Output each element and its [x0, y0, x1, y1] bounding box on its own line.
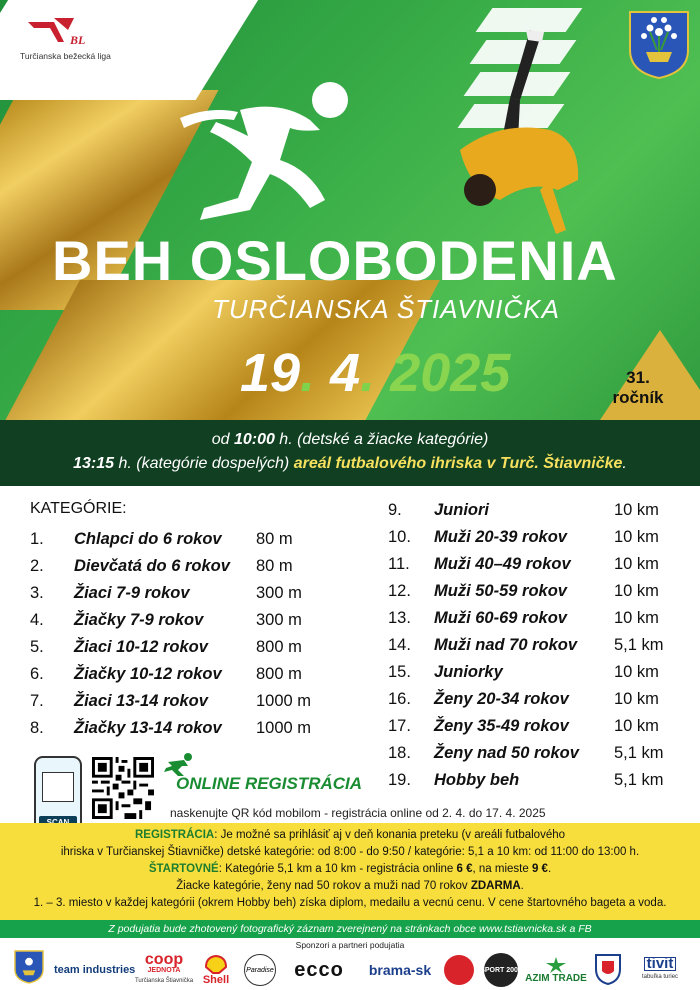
category-name: Žiaci 7-9 rokov [74, 584, 190, 602]
edition-badge [598, 368, 678, 408]
categories-left [30, 500, 311, 742]
categories-right [388, 497, 664, 794]
schedule-line-kids: od 10:00 h. (detské a žiacke kategórie) [211, 431, 489, 448]
edition-label: ročník [612, 388, 664, 407]
category-name: Muži 50-59 rokov [434, 582, 567, 600]
info-registration-times: ihriska v Turčianskej Štiavničke) detské kategórie: od 8:00 - do 9:50 / kategórie: 5,1 a 10 km: od 11:00 do 13:00 h. [60, 846, 640, 858]
date-month: 4 [330, 343, 361, 403]
categories-heading: KATEGÓRIE: [30, 500, 127, 517]
category-number: 5. [30, 638, 44, 656]
category-row [30, 526, 311, 553]
shell-logo-icon [205, 955, 227, 975]
category-row [388, 605, 664, 632]
category-number: 1. [30, 530, 44, 548]
category-name: Dievčatá do 6 rokov [74, 557, 230, 575]
category-name: Žiaci 13-14 rokov [74, 692, 208, 710]
category-name: Juniori [434, 501, 490, 519]
qr-screen-icon [42, 772, 74, 802]
qr-instruction: naskenujte QR kód mobilom - registrácia online od 2. 4. do 17. 4. 2025 [170, 806, 546, 820]
qr-code[interactable] [92, 757, 154, 819]
category-row [388, 497, 664, 524]
category-row [30, 607, 311, 634]
date-year: 2025 [390, 343, 511, 403]
sponsor-badge-icon [442, 953, 476, 987]
event-title: BEH OSLOBODENIA [52, 229, 618, 292]
category-row [30, 580, 311, 607]
category-row [388, 632, 664, 659]
sponsor-team-industries: team industries [54, 964, 136, 976]
sponsor-brama: brama-sk [368, 962, 432, 978]
sponsor-shell: Shell [196, 953, 236, 987]
category-name: Hobby beh [434, 771, 520, 789]
date-dot: . [360, 343, 376, 403]
hero-banner [0, 0, 700, 420]
category-number: 12. [388, 582, 411, 600]
category-row [388, 713, 664, 740]
category-number: 10. [388, 528, 411, 546]
category-row [388, 740, 664, 767]
shield-icon [594, 953, 622, 985]
event-date [240, 342, 510, 404]
category-distance: 10 km [614, 663, 659, 681]
chevron-decoration [476, 8, 583, 32]
event-place: TURČIANSKA ŠTIAVNIČKA [212, 294, 560, 324]
svg-text:BL: BL [70, 33, 86, 47]
category-row [388, 578, 664, 605]
schedule-band [0, 420, 700, 486]
category-distance: 80 m [256, 557, 293, 575]
category-name: Juniorky [434, 663, 503, 681]
info-fee: ŠTARTOVNÉ: Kategórie 5,1 km a 10 km - registrácia online 6 €, na mieste 9 €. [148, 863, 552, 875]
sponsor-ecco: ecco [294, 958, 344, 981]
category-distance: 10 km [614, 528, 659, 546]
category-name: Muži 40–49 rokov [434, 555, 571, 573]
category-name: Žiaci 10-12 rokov [74, 638, 208, 656]
category-number: 4. [30, 611, 44, 629]
sponsor-azim: AZIM TRADE [524, 953, 588, 987]
category-distance: 10 km [614, 690, 659, 708]
category-distance: 10 km [614, 555, 659, 573]
info-free: Žiacke kategórie, ženy nad 50 rokov a muži nad 70 rokov ZDARMA. [176, 880, 524, 892]
category-row [30, 553, 311, 580]
category-distance: 80 m [256, 530, 293, 548]
schedule-line-adults: 13:15 h. (kategórie dospelých) areál futbalového ihriska v Turč. Štiavničke. [73, 455, 627, 472]
category-number: 11. [388, 555, 410, 573]
category-number: 2. [30, 557, 44, 575]
sponsor-paradise: Paradise [242, 953, 278, 987]
category-distance: 10 km [614, 717, 659, 735]
footer [0, 923, 700, 990]
category-number: 16. [388, 690, 411, 708]
category-number: 15. [388, 663, 411, 681]
star-icon [546, 957, 566, 973]
category-number: 17. [388, 717, 411, 735]
category-number: 6. [30, 665, 44, 683]
online-registration-label: ONLINE REGISTRÁCIA [176, 774, 363, 793]
category-row [388, 686, 664, 713]
photo-note: Z podujatia bude zhotovený fotografický záznam zverejnený na stránkach obce www.tstiavnicka.sk a FB [0, 920, 700, 938]
category-distance: 1000 m [256, 719, 312, 737]
category-name: Muži 60-69 rokov [434, 609, 567, 627]
category-name: Žiačky 10-12 rokov [74, 665, 222, 683]
date-day: 19 [240, 343, 301, 403]
league-emblem-icon [24, 14, 104, 48]
edition-number: 31. [626, 368, 650, 387]
category-distance: 5,1 km [614, 744, 664, 762]
category-name: Muži nad 70 rokov [434, 636, 578, 654]
coat-of-arms-icon [14, 949, 44, 985]
category-distance: 300 m [256, 611, 302, 629]
category-number: 19. [388, 771, 411, 789]
category-row [30, 634, 311, 661]
category-distance: 5,1 km [614, 636, 664, 654]
coat-of-arms-icon [628, 10, 690, 80]
category-number: 18. [388, 744, 411, 762]
category-row [30, 688, 311, 715]
category-name: Chlapci do 6 rokov [74, 530, 222, 548]
category-number: 7. [30, 692, 44, 710]
category-distance: 10 km [614, 582, 659, 600]
category-number: 3. [30, 584, 44, 602]
info-prizes: 1. – 3. miesto v každej kategórii (okrem Hobby beh) získa diplom, medailu a vecnú cenu. V cene štartovného bageta a voda. [33, 897, 667, 909]
sponsor-coop: coop JEDNOTA Turčianska Štiavnička [134, 950, 194, 984]
league-name: Turčianska bežecká liga [20, 51, 111, 61]
category-distance: 10 km [614, 501, 659, 519]
category-distance: 800 m [256, 638, 302, 656]
category-row [30, 661, 311, 688]
category-name: Ženy 20-34 rokov [434, 690, 569, 708]
category-number: 13. [388, 609, 411, 627]
info-registration: REGISTRÁCIA: Je možné sa prihlásiť aj v deň konania preteku (v areáli futbalového [134, 829, 566, 841]
runner-icon [162, 752, 196, 776]
category-row [388, 659, 664, 686]
category-number: 8. [30, 719, 44, 737]
category-row [388, 551, 664, 578]
category-row [388, 767, 664, 794]
venue: areál futbalového ihriska v Turč. Štiavničke [293, 455, 623, 472]
league-logo [20, 14, 140, 61]
sponsor-sport2000: SPORT 2000 [482, 953, 520, 987]
category-name: Ženy nad 50 rokov [434, 744, 579, 762]
info-box [0, 823, 700, 923]
category-distance: 1000 m [256, 692, 312, 710]
category-row [30, 715, 311, 742]
sponsors-title: Sponzori a partneri podujatia [295, 940, 405, 950]
category-name: Žiačky 13-14 rokov [74, 719, 222, 737]
date-dot: . [300, 343, 316, 403]
category-number: 9. [388, 501, 402, 519]
category-name: Muži 20-39 rokov [434, 528, 567, 546]
runner-silhouette-icon [180, 70, 380, 240]
category-distance: 10 km [614, 609, 659, 627]
category-distance: 5,1 km [614, 771, 664, 789]
category-name: Ženy 35-49 rokov [434, 717, 569, 735]
sponsor-tivit: tivit tabuľka turiec [641, 955, 679, 980]
category-number: 14. [388, 636, 411, 654]
category-distance: 800 m [256, 665, 302, 683]
category-name: Žiačky 7-9 rokov [74, 611, 204, 629]
athlete-photo [440, 30, 590, 240]
category-row [388, 524, 664, 551]
category-distance: 300 m [256, 584, 302, 602]
